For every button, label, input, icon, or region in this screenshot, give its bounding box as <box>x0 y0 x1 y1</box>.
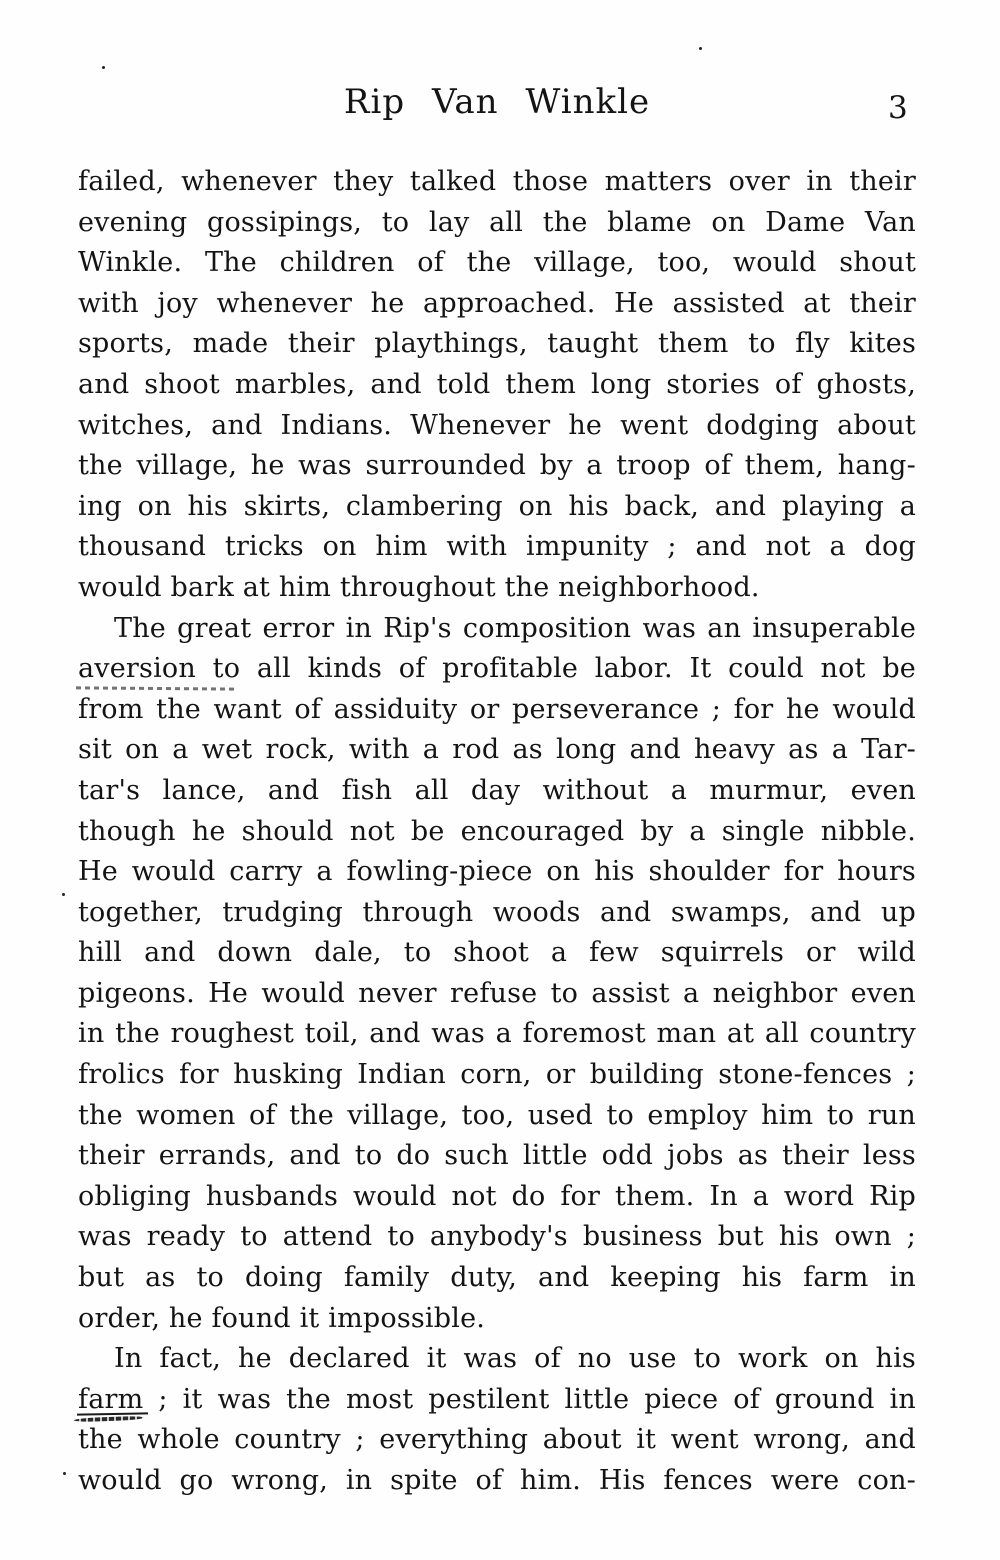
text-line <box>78 406 916 447</box>
text-line <box>78 284 916 325</box>
text-line <box>78 893 916 934</box>
text-line <box>78 812 916 853</box>
text-line <box>78 1136 916 1177</box>
text-segment: He would carry a fowling-piece on his shoulder for hours <box>78 856 916 888</box>
text-segment: pigeons. He would never refuse to assist a neighbor even <box>78 977 916 1009</box>
text-line <box>78 974 916 1015</box>
paragraph <box>78 162 916 609</box>
text-segment: though he should not be encouraged by a single nibble. <box>78 815 916 847</box>
scan-speck <box>102 66 105 69</box>
text-line <box>78 1014 916 1055</box>
text-line <box>78 649 916 690</box>
text-line <box>78 1299 916 1340</box>
text-segment: failed, whenever they talked those matters over in their <box>78 166 916 197</box>
text-segment: In fact, he declared it was of no use to work on his <box>114 1343 916 1375</box>
text-segment: obliging husbands would not do for them. In a word Rip <box>78 1180 916 1212</box>
pencil-underline-mark: farm <box>78 1383 144 1415</box>
text-segment: but as to doing family duty, and keeping his farm in <box>78 1262 916 1294</box>
text-segment: was ready to attend to anybody's business but his own ; <box>78 1221 916 1253</box>
text-line <box>78 203 916 244</box>
text-segment: the whole country ; everything about it went wrong, and <box>78 1424 916 1456</box>
text-line <box>78 487 916 528</box>
text-line <box>78 730 916 771</box>
text-segment: witches, and Indians. Whenever he went dodging about <box>78 409 916 441</box>
text-segment: hill and down dale, to shoot a few squirrels or wild <box>78 937 916 969</box>
text-segment: from the want of assiduity or perseverance ; for he would <box>78 693 916 725</box>
text-segment: evening gossipings, to lay all the blame on Dame Van <box>78 206 916 238</box>
text-segment: the women of the village, too, used to employ him to run <box>78 1099 916 1131</box>
page-title: Rip Van Winkle <box>343 82 651 122</box>
text-line <box>78 1055 916 1096</box>
text-line <box>78 1096 916 1137</box>
text-segment: with joy whenever he approached. He assisted at their <box>78 287 916 319</box>
pencil-dash-mark: aversion to <box>78 653 241 685</box>
scan-speck <box>699 47 702 50</box>
text-line <box>78 365 916 406</box>
text-segment: order, he found it impossible. <box>78 1302 486 1334</box>
text-line <box>78 1217 916 1258</box>
text-segment: frolics for husking Indian corn, or building stone-fences ; <box>78 1059 916 1091</box>
text-segment: thousand tricks on him with impunity ; and not a dog <box>78 531 916 563</box>
text-line <box>78 690 916 731</box>
paragraph <box>78 1339 916 1501</box>
text-segment: tar's lance, and fish all day without a murmur, even <box>78 774 916 806</box>
scan-speck <box>63 1472 66 1475</box>
text-segment: their errands, and to do such little odd jobs as their less <box>78 1140 916 1172</box>
text-line <box>78 852 916 893</box>
text-segment: the village, he was surrounded by a troop of them, hang- <box>78 450 916 482</box>
text-line <box>78 243 916 284</box>
text-line <box>78 568 916 609</box>
text-line <box>78 527 916 568</box>
text-segment: together, trudging through woods and swamps, and up <box>78 896 916 928</box>
text-line <box>78 324 916 365</box>
text-line <box>78 446 916 487</box>
text-line <box>78 933 916 974</box>
text-segment: and shoot marbles, and told them long stories of ghosts, <box>78 368 916 400</box>
text-segment: Winkle. The children of the village, too, would shout <box>78 247 916 279</box>
text-segment: ing on his skirts, clambering on his back, and playing a <box>78 490 916 522</box>
text-line <box>78 1380 916 1421</box>
text-segment: in the roughest toil, and was a foremost man at all country <box>78 1018 916 1050</box>
text-line <box>78 1339 916 1380</box>
text-segment: would bark at him throughout the neighborhood. <box>78 571 760 603</box>
paragraph <box>78 609 916 1340</box>
text-segment: The great error in Rip's composition was an insuperable <box>114 612 916 644</box>
text-segment: would go wrong, in spite of him. His fences were con- <box>78 1465 916 1496</box>
text-line <box>78 609 916 650</box>
text-line <box>78 162 916 203</box>
text-segment: sports, made their playthings, taught them to fly kites <box>78 328 916 360</box>
text-line <box>78 771 916 812</box>
page-number: 3 <box>888 90 908 126</box>
text-line <box>78 1461 916 1502</box>
text-segment: ; it was the most pestilent little piece of ground in <box>143 1383 916 1415</box>
text-segment: sit on a wet rock, with a rod as long and heavy as a Tar- <box>78 734 916 766</box>
text-segment: all kinds of profitable labor. It could not be <box>240 653 916 685</box>
text-line <box>78 1177 916 1218</box>
text-line <box>78 1258 916 1299</box>
scan-speck <box>62 893 65 896</box>
text-line <box>78 1420 916 1461</box>
body-text <box>78 162 916 1502</box>
